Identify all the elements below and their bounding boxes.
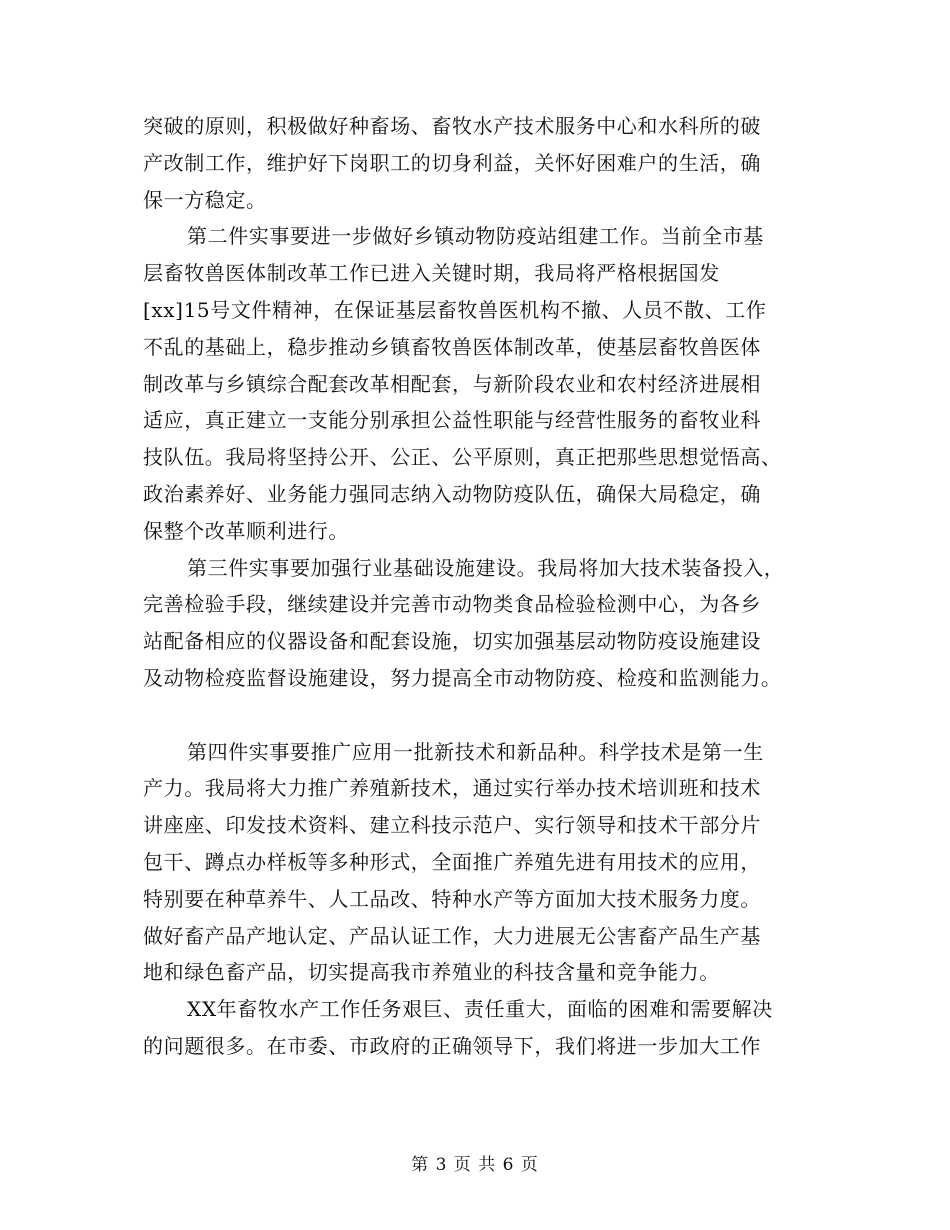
text-line: 第二件实事要进一步做好乡镇动物防疫站组建工作。当前全市基 bbox=[187, 224, 764, 249]
text-line: 完善检验手段，继续建设并完善市动物类食品检验检测中心，为各乡 bbox=[143, 592, 761, 617]
text-line: 保一方稳定。 bbox=[143, 187, 267, 212]
text-line: 产改制工作，维护好下岗职工的切身利益，关怀好困难户的生活，确 bbox=[143, 150, 761, 175]
text-line: 第三件实事要加强行业基础设施建设。我局将加大技术装备投入， bbox=[187, 555, 785, 580]
text-line: 适应，真正建立一支能分别承担公益性职能与经营性服务的畜牧业科 bbox=[143, 408, 761, 433]
text-line: 做好畜产品产地认定、产品认证工作，大力进展无公害畜产品生产基 bbox=[143, 923, 761, 948]
text-line: 层畜牧兽医体制改革工作已进入关键时期，我局将严格根据国发 bbox=[143, 261, 720, 286]
text-line: 包干、蹲点办样板等多种形式，全面推广养殖先进有用技术的应用， bbox=[143, 849, 761, 874]
text-line: 地和绿色畜产品，切实提高我市养殖业的科技含量和竞争能力。 bbox=[143, 960, 720, 985]
paragraph-gap bbox=[143, 697, 808, 734]
body-text bbox=[143, 108, 808, 1065]
page-footer: 第 3 页 共 6 页 bbox=[411, 1155, 539, 1175]
text-line: 突破的原则，积极做好种畜场、畜牧水产技术服务中心和水科所的破 bbox=[143, 114, 761, 138]
text-line: 站配备相应的仪器设备和配套设施，切实加强基层动物防疫设施建设 bbox=[143, 629, 761, 654]
text-line: XX年畜牧水产工作任务艰巨、责任重大，面临的困难和需要解决 bbox=[187, 997, 773, 1022]
text-line: 讲座座、印发技术资料、建立科技示范户、实行领导和技术干部分片 bbox=[143, 813, 761, 838]
text-line: 技队伍。我局将坚持公开、公正、公平原则，真正把那些思想觉悟高、 bbox=[143, 445, 782, 470]
text-line: [xx]15号文件精神，在保证基层畜牧兽医机构不撤、人员不散、工作 bbox=[143, 297, 767, 322]
text-line: 特别要在种草养牛、人工品改、特种水产等方面加大技术服务力度。 bbox=[143, 886, 761, 911]
text-line: 及动物检疫监督设施建设，努力提高全市动物防疫、检疫和监测能力。 bbox=[143, 665, 782, 690]
text-line: 产力。我局将大力推广养殖新技术，通过实行举办技术培训班和技术 bbox=[143, 776, 761, 801]
text-line: 政治素养好、业务能力强同志纳入动物防疫队伍，确保大局稳定，确 bbox=[143, 481, 761, 506]
text-line: 的问题很多。在市委、市政府的正确领导下，我们将进一步加大工作 bbox=[143, 1033, 761, 1058]
text-line: 不乱的基础上，稳步推动乡镇畜牧兽医体制改革，使基层畜牧兽医体 bbox=[143, 334, 761, 359]
text-line: 制改革与乡镇综合配套改革相配套，与新阶段农业和农村经济进展相 bbox=[143, 371, 761, 396]
text-line: 保整个改革顺利进行。 bbox=[143, 518, 349, 543]
text-line: 第四件实事要推广应用一批新技术和新品种。科学技术是第一生 bbox=[187, 739, 764, 764]
